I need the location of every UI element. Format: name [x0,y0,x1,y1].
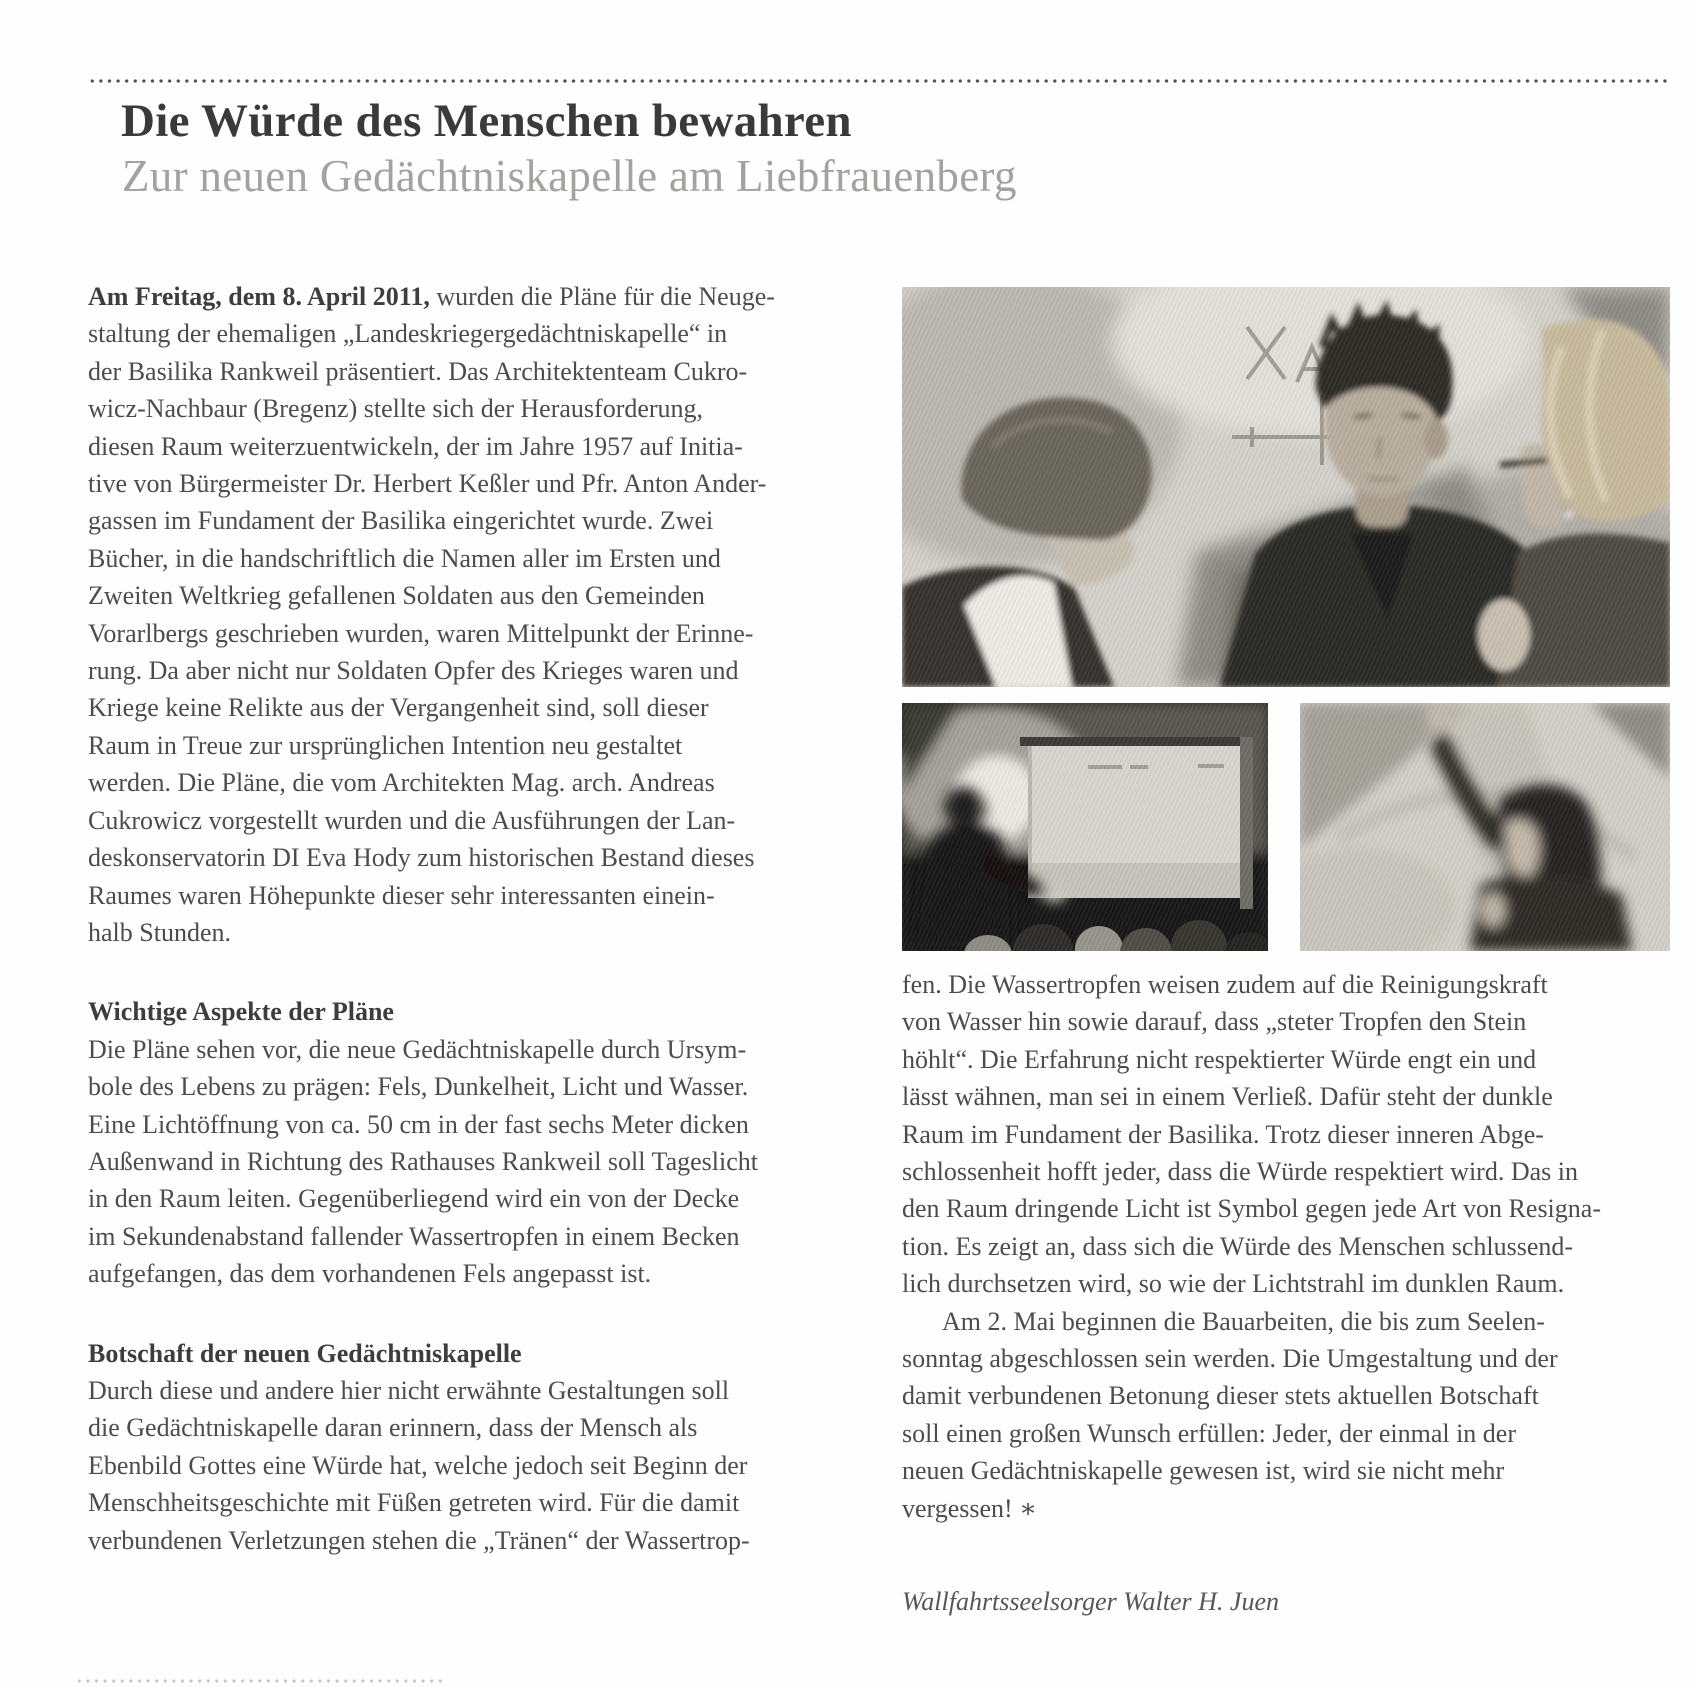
text-line: deskonservatorin DI Eva Hody zum historischen Bestand dieses [88,843,755,873]
left-column [88,278,840,1559]
photo-discussion-image [902,287,1670,687]
text-line: Raum in Treue zur ursprünglichen Intention neu gestaltet [88,730,683,760]
text-line: neuen Gedächtniskapelle gewesen ist, wird sie nicht mehr [902,1456,1505,1486]
photo-presentation [902,703,1268,951]
text-line: Vorarlbergs geschrieben wurden, waren Mittelpunkt der Erinne- [88,618,754,648]
text-line: Raumes waren Höhepunkte dieser sehr interessanten einein- [88,880,715,910]
intro-lead-rest: wurden die Pläne für die Neuge- [429,282,775,311]
page-subtitle: Zur neuen Gedächtniskapelle am Liebfrauenberg [122,151,1017,201]
text-line: die Gedächtniskapelle daran erinnern, dass der Mensch als [88,1413,698,1443]
text-line: der Basilika Rankweil präsentiert. Das Architektenteam Cukro- [88,356,748,386]
text-line: höhlt“. Die Erfahrung nicht respektierter Würde engt ein und [902,1044,1537,1074]
text-line: Kriege keine Relikte aus der Vergangenheit sind, soll dieser [88,693,709,723]
text-line: aufgefangen, das dem vorhandenen Fels angepasst ist. [88,1259,652,1289]
text-line: Cukrowicz vorgestellt wurden und die Ausführungen der Lan- [88,805,736,835]
text-line: im Sekundenabstand fallender Wassertropfen in einem Becken [88,1221,740,1251]
text-line: wicz-Nachbaur (Bregenz) stellte sich der Herausforderung, [88,394,704,424]
aspekte-paragraph [88,1031,840,1293]
text-line: diesen Raum weiterzuentwickeln, der im Jahre 1957 auf Initia- [88,431,743,461]
text-line: Eine Lichtöffnung von ca. 50 cm in der fast sechs Meter dicken [88,1109,749,1139]
text-line: staltung der ehemaligen „Landeskriegergedächtniskapelle“ in [88,319,728,349]
photo-wall-pointing-image [1300,703,1670,951]
right-column [902,966,1674,1621]
top-dotted-rule [88,79,1670,83]
text-line: Zweiten Weltkrieg gefallenen Soldaten aus den Gemeinden [88,581,705,611]
text-line: Ebenbild Gottes eine Würde hat, welche jedoch seit Beginn der [88,1450,748,1480]
page-title: Die Würde des Menschen bewahren [121,95,852,147]
text-line: Bücher, in die handschriftlich die Namen aller im Ersten und [88,543,721,573]
text-line: von Wasser hin sowie darauf, dass „steter Tropfen den Stein [902,1007,1527,1037]
text-line: rung. Da aber nicht nur Soldaten Opfer des Krieges waren und [88,656,739,686]
intro-paragraph [88,278,840,951]
text-line: lässt wähnen, man sei in einem Verließ. Dafür steht der dunkle [902,1082,1553,1112]
text-line: Raum im Fundament der Basilika. Trotz dieser inneren Abge- [902,1119,1544,1149]
text-line: Die Pläne sehen vor, die neue Gedächtniskapelle durch Ursym- [88,1034,747,1064]
continuation-paragraph [902,966,1674,1303]
text-line: bole des Lebens zu prägen: Fels, Dunkelheit, Licht und Wasser. [88,1072,749,1102]
bottom-dotted-rule [75,1679,447,1683]
heading-botschaft: Botschaft der neuen Gedächtniskapelle [88,1338,522,1368]
text-line: damit verbundenen Betonung dieser stets aktuellen Botschaft [902,1381,1539,1411]
intro-lines [88,315,840,951]
text-line: vergessen! ∗ [902,1493,1037,1523]
text-line: lich durchsetzen wird, so wie der Lichtstrahl im dunklen Raum. [902,1269,1565,1299]
text-line: werden. Die Pläne, die vom Architekten Mag. arch. Andreas [88,768,715,798]
text-line [88,278,840,315]
text-line: in den Raum leiten. Gegenüberliegend wird ein von der Decke [88,1184,740,1214]
text-line: den Raum dringende Licht ist Symbol gegen jede Art von Resigna- [902,1194,1601,1224]
text-line: soll einen großen Wunsch erfüllen: Jeder, der einmal in der [902,1418,1517,1448]
text-line: tion. Es zeigt an, dass sich die Würde des Menschen schlussend- [902,1231,1574,1261]
text-line: Menschheitsgeschichte mit Füßen getreten wird. Für die damit [88,1488,740,1518]
text-line: fen. Die Wassertropfen weisen zudem auf die Reinigungskraft [902,970,1548,999]
author-signature: Wallfahrtsseelsorger Walter H. Juen [902,1587,1279,1617]
botschaft-paragraph [88,1372,840,1559]
text-line: halb Stunden. [88,917,231,947]
heading-wichtige-aspekte: Wichtige Aspekte der Pläne [88,997,394,1027]
text-line: Außenwand in Richtung des Rathauses Rankweil soll Tageslicht [88,1146,758,1176]
text-line: gassen im Fundament der Basilika eingerichtet wurde. Zwei [88,506,714,536]
intro-lead: Am Freitag, dem 8. April 2011, [88,282,430,311]
text-line: verbundenen Verletzungen stehen die „Tränen“ der Wassertrop- [88,1525,750,1555]
text-line: sonntag abgeschlossen sein werden. Die Umgestaltung und der [902,1344,1558,1374]
text-line: schlossenheit hofft jeder, dass die Würde respektiert wird. Das in [902,1157,1578,1187]
closing-paragraph [902,1303,1674,1527]
text-line: tive von Bürgermeister Dr. Herbert Keßler und Pfr. Anton Ander- [88,469,767,499]
photo-presentation-image [902,703,1268,951]
photo-discussion [902,287,1670,687]
photo-wall-pointing [1300,703,1670,951]
text-line: Durch diese und andere hier nicht erwähnte Gestaltungen soll [88,1375,730,1405]
text-line: Am 2. Mai beginnen die Bauarbeiten, die bis zum Seelen- [942,1306,1545,1336]
